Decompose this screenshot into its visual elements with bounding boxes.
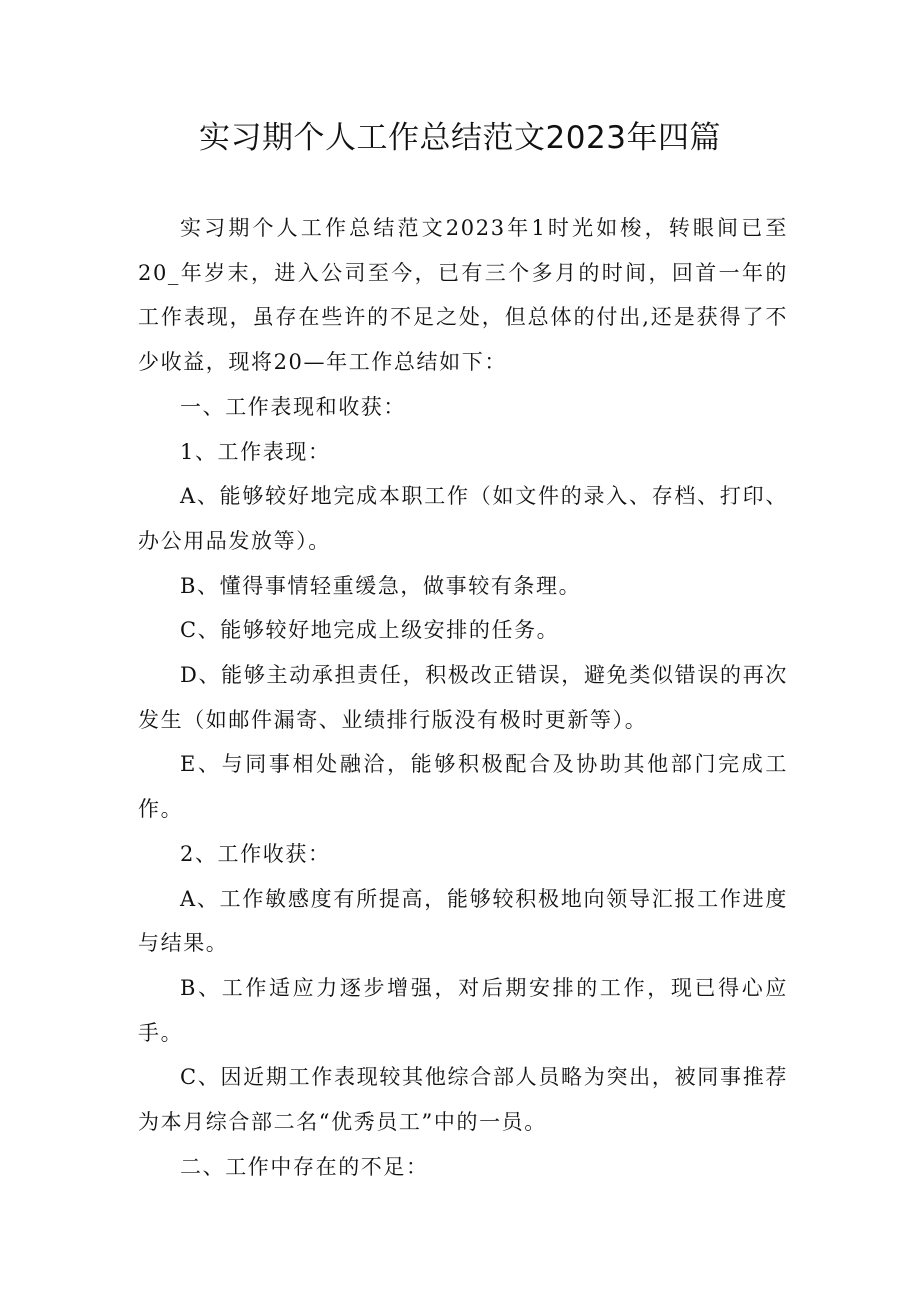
paragraph-intro: 实习期个人工作总结范文2023年1时光如梭，转眼间已至20_年岁末，进入公司至今，已有三个多月的时间，回首一年的工作表现，虽存在些许的不足之处，但总体的付出,还是获得了不少收益，现将20—年工作总结如下：	[138, 216, 788, 375]
document-title: 实习期个人工作总结范文2023年四篇	[199, 120, 721, 156]
gain-item-c: C、因近期工作表现较其他综合部人员略为突出，被同事推荐为本月综合部二名“优秀员工”中的一员。	[138, 1065, 788, 1135]
gain-item-a: A、工作敏感度有所提高，能够较积极地向领导汇报工作进度与结果。	[138, 886, 788, 956]
gain-item-b: B、工作适应力逐步增强，对后期安排的工作，现已得心应手。	[138, 975, 788, 1045]
list-item-b: B、懂得事情轻重缓急，做事较有条理。	[180, 573, 582, 598]
subsection-heading-work-gains: 2、工作收获：	[180, 841, 331, 866]
section-heading-performance: 一、工作表现和收获：	[180, 394, 406, 419]
document-body	[138, 206, 788, 1189]
list-item-d: D、能够主动承担责任，积极改正错误，避免类似错误的再次发生（如邮件漏寄、业绩排行版没有极时更新等）。	[138, 663, 788, 732]
section-heading-shortcomings: 二、工作中存在的不足：	[180, 1154, 429, 1179]
list-item-c: C、能够较好地完成上级安排的任务。	[180, 618, 560, 643]
list-item-e: E、与同事相处融洽，能够积极配合及协助其他部门完成工作。	[138, 752, 788, 822]
list-item-a: A、能够较好地完成本职工作（如文件的录入、存档、打印、办公用品发放等）。	[138, 484, 788, 553]
subsection-heading-work-performance: 1、工作表现：	[180, 439, 331, 464]
